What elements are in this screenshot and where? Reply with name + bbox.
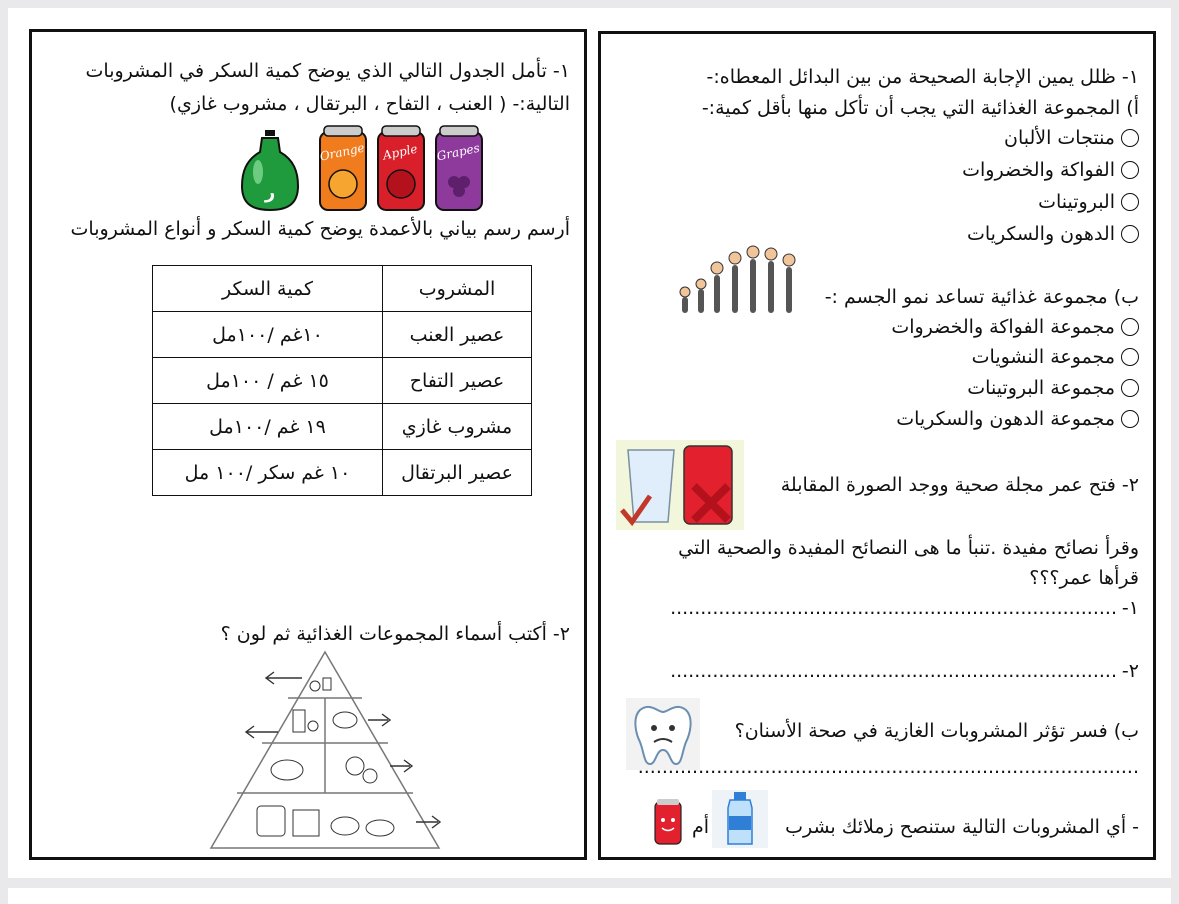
q1b-option-1[interactable]: مجموعة الفواكة والخضروات bbox=[891, 316, 1139, 338]
water-bottle-icon bbox=[712, 790, 768, 848]
q1a-option-2[interactable]: الفواكة والخضروات bbox=[962, 159, 1139, 181]
table-cell: ١٩ غم /١٠٠مل bbox=[153, 404, 383, 450]
can-label-grapes: Grapes bbox=[435, 140, 481, 164]
can-label-apple: Apple bbox=[381, 141, 419, 163]
right-q1-header: ١- ظلل يمين الإجابة الصحيحة من بين البدائل المعطاه:- bbox=[706, 66, 1139, 88]
left-q1-line1: ١- تأمل الجدول التالي الذي يوضح كمية السكر في المشروبات bbox=[85, 60, 570, 82]
radio-circle[interactable] bbox=[1121, 225, 1139, 243]
table-cell: عصير العنب bbox=[383, 312, 532, 358]
table-cell: عصير التفاح bbox=[383, 358, 532, 404]
table-header-row bbox=[153, 266, 532, 312]
table-row bbox=[153, 358, 532, 404]
radio-circle[interactable] bbox=[1121, 379, 1139, 397]
q1a-option-1[interactable]: منتجات الألبان bbox=[1004, 127, 1139, 149]
arrow-left-icon bbox=[246, 726, 278, 738]
q3-or-text: أم bbox=[692, 816, 710, 838]
q2-answer1-line[interactable]: .......................................................................... bbox=[670, 597, 1117, 619]
table-row bbox=[153, 450, 532, 496]
left-q1-line2: التالية:- ( العنب ، التفاح ، البرتقال ، مشروب غازي) bbox=[169, 93, 570, 115]
arrow-right-icon bbox=[416, 816, 440, 828]
cola-can-icon bbox=[651, 798, 685, 846]
right-q1a-stem: أ) المجموعة الغذائية التي يجب أن تأكل منها بأقل كمية:- bbox=[701, 97, 1139, 119]
radio-circle[interactable] bbox=[1121, 410, 1139, 428]
q2-answer2-line[interactable]: .......................................................................... bbox=[670, 660, 1117, 682]
radio-circle[interactable] bbox=[1121, 161, 1139, 179]
q1b-option-4[interactable]: مجموعة الدهون والسكريات bbox=[896, 408, 1139, 430]
table-cell: مشروب غازي bbox=[383, 404, 532, 450]
table-cell: عصير البرتقال bbox=[383, 450, 532, 496]
can-label-orange: Orange bbox=[318, 140, 366, 164]
table-row bbox=[153, 404, 532, 450]
right-q1b-stem: ب) مجموعة غذائية تساعد نمو الجسم :- bbox=[824, 286, 1139, 308]
q1a-option-3[interactable]: البروتينات bbox=[1038, 191, 1139, 213]
q2b-answer-line[interactable]: ................................................................................... bbox=[637, 756, 1139, 778]
right-q2-line1: ٢- فتح عمر مجلة صحية ووجد الصورة المقابلة bbox=[780, 474, 1139, 496]
q2-answer2-label: ٢- bbox=[1121, 660, 1139, 682]
bottle-label: ر bbox=[264, 182, 276, 203]
radio-circle[interactable] bbox=[1121, 318, 1139, 336]
sugar-table bbox=[152, 265, 532, 496]
left-q1-instruction: أرسم رسم بياني بالأعمدة يوضح كمية السكر و أنواع المشروبات bbox=[70, 218, 570, 240]
right-q2-line3: قرأها عمر؟؟؟ bbox=[1029, 567, 1139, 589]
right-q3-text: - أي المشروبات التالية ستنصح زملائك بشرب bbox=[785, 816, 1139, 838]
radio-circle[interactable] bbox=[1121, 129, 1139, 147]
radio-circle[interactable] bbox=[1121, 193, 1139, 211]
table-cell: ١٠غم /١٠٠مل bbox=[153, 312, 383, 358]
table-row bbox=[153, 312, 532, 358]
right-q2b-text: ب) فسر تؤثر المشروبات الغازية في صحة الأسنان؟ bbox=[734, 720, 1139, 742]
drinks-illustration bbox=[240, 124, 490, 214]
right-q2-line2: وقرأ نصائح مفيدة .تنبأ ما هى النصائح المفيدة والصحية التي bbox=[678, 537, 1139, 559]
next-page-edge bbox=[8, 888, 1171, 904]
q1b-option-3[interactable]: مجموعة البروتينات bbox=[967, 377, 1139, 399]
q1a-option-4[interactable]: الدهون والسكريات bbox=[967, 223, 1139, 245]
left-q2-text: ٢- أكتب أسماء المجموعات الغذائية ثم لون ؟ bbox=[220, 623, 570, 645]
water-vs-soda-icon bbox=[616, 440, 744, 530]
table-header-sugar: كمية السكر bbox=[153, 266, 383, 312]
table-cell: ١٥ غم / ١٠٠مل bbox=[153, 358, 383, 404]
arrow-left-icon bbox=[266, 672, 302, 684]
orange-can-icon bbox=[319, 126, 366, 210]
pyramid-arrows bbox=[230, 648, 470, 853]
growth-stages-icon bbox=[675, 240, 805, 315]
table-cell: ١٠ غم سكر /١٠٠ مل bbox=[153, 450, 383, 496]
apple-can-icon bbox=[378, 126, 424, 210]
q1b-option-2[interactable]: مجموعة النشويات bbox=[972, 346, 1139, 368]
grapes-can-icon bbox=[435, 126, 482, 210]
q2-answer1-label: ١- bbox=[1121, 597, 1139, 619]
radio-circle[interactable] bbox=[1121, 348, 1139, 366]
table-header-drink: المشروب bbox=[383, 266, 532, 312]
soda-bottle-icon bbox=[242, 130, 298, 210]
arrow-right-icon bbox=[390, 760, 412, 772]
arrow-right-icon bbox=[368, 714, 390, 726]
